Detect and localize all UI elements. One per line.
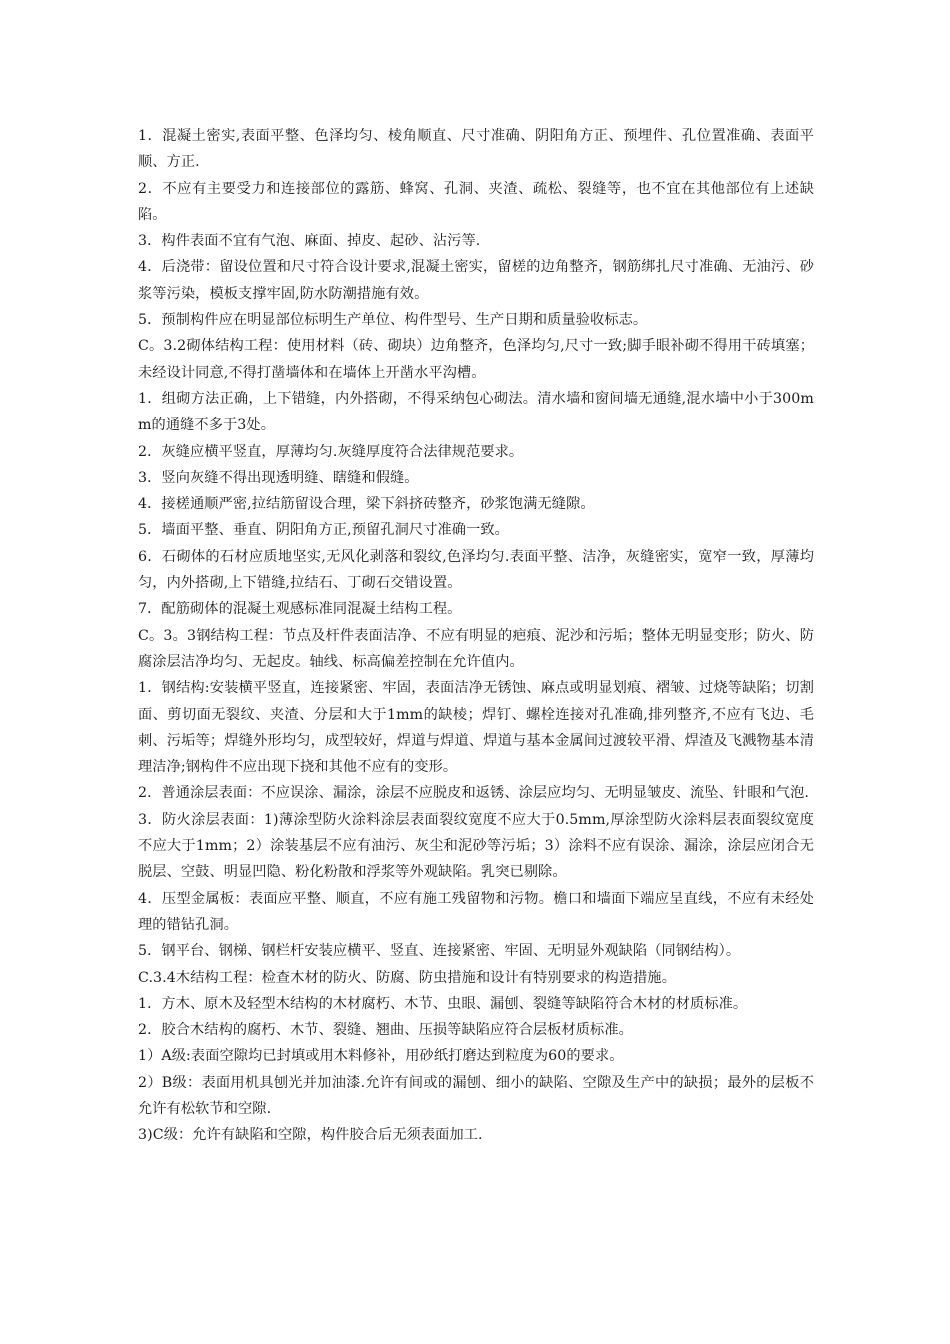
paragraph: 3)C级：允许有缺陷和空隙，构件胶合后无须表面加工.	[138, 1127, 483, 1144]
paragraph: 2．灰缝应横平竖直，厚薄均匀.灰缝厚度符合法律规范要求。	[138, 443, 524, 460]
paragraph: 4．接槎通顺严密,拉结筋留设合理，梁下斜挤砖整齐，砂浆饱满无缝隙。	[138, 496, 595, 513]
paragraph: 4．压型金属板：表面应平整、顺直，不应有施工残留物和污物。檐口和墙面下端应呈直线，不应有未经处理的错钻孔洞。	[138, 890, 814, 933]
paragraph: 2）B级：表面用机具刨光并加油漆.允许有间或的漏刨、细小的缺陷、空隙及生产中的缺损；最外的层板不允许有松软节和空隙.	[138, 1074, 814, 1117]
paragraph: 4．后浇带：留设位置和尺寸符合设计要求,混凝土密实，留槎的边角整齐，钢筋绑扎尺寸准确、无油污、砂浆等污染，模板支撑牢固,防水防潮措施有效。	[138, 259, 814, 302]
document-page	[138, 123, 814, 1149]
paragraph: 5．钢平台、钢梯、钢栏杆安装应横平、竖直、连接紧密、牢固、无明显外观缺陷（同钢结构）。	[138, 943, 741, 960]
paragraph: 5．墙面平整、垂直、阴阳角方正,预留孔洞尺寸准确一致。	[138, 522, 509, 539]
section-heading: C。3。3钢结构工程：节点及杆件表面洁净、不应有明显的疤痕、泥沙和污垢；整体无明显变形；防火、防腐涂层洁净均匀、无起皮。轴线、标高偏差控制在允许值内。	[138, 627, 814, 670]
paragraph: 2．不应有主要受力和连接部位的露筋、蜂窝、孔洞、夹渣、疏松、裂缝等，也不宜在其他部位有上述缺陷。	[138, 180, 814, 223]
paragraph: 5．预制构件应在明显部位标明生产单位、构件型号、生产日期和质量验收标志。	[138, 312, 648, 329]
paragraph: 2．胶合木结构的腐朽、木节、裂缝、翘曲、压损等缺陷应符合层板材质标准。	[138, 1022, 633, 1039]
paragraph: 3．竖向灰缝不得出现透明缝、瞎缝和假缝。	[138, 469, 419, 486]
paragraph: 1．混凝土密实,表面平整、色泽均匀、棱角顺直、尺寸准确、阴阳角方正、预埋件、孔位置准确、表面平顺、方正.	[138, 128, 814, 171]
paragraph: 3．构件表面不宜有气泡、麻面、掉皮、起砂、沾污等.	[138, 233, 481, 250]
section-heading: C.3.4木结构工程：检查木材的防火、防腐、防虫措施和设计有特别要求的构造措施。	[138, 969, 676, 986]
paragraph: 2．普通涂层表面：不应误涂、漏涂，涂层不应脱皮和返锈、涂层应均匀、无明显皱皮、流坠、针眼和气泡.	[138, 785, 809, 802]
paragraph: 1）A级:表面空隙均已封填或用木料修补，用砂纸打磨达到粒度为60的要求。	[138, 1048, 624, 1065]
paragraph: 1．方木、原木及轻型木结构的木材腐朽、木节、虫眼、漏刨、裂缝等缺陷符合木材的材质标准。	[138, 995, 748, 1012]
paragraph: 1．钢结构:安装横平竖直，连接紧密、牢固，表面洁净无锈蚀、麻点或明显划痕、褶皱、过烧等缺陷；切割面、剪切面无裂纹、夹渣、分层和大于1mm的缺棱；焊钉、螺栓连接对孔准确,排列整齐,不应有飞边、毛刺、污垢等；焊缝外形均匀，成型较好，焊道与焊道、焊道与基本金属间过渡较平滑、焊渣及飞溅物基本清理洁净;钢构件不应出现下挠和其他不应有的变形。	[138, 680, 814, 776]
paragraph: 3．防火涂层表面：1)薄涂型防火涂料涂层表面裂纹宽度不应大于0.5mm,厚涂型防火涂料层表面裂纹宽度不应大于1mm；2）涂装基层不应有油污、灰尘和泥砂等污垢；3）涂料不应有误涂、漏涂，涂层应闭合无脱层、空鼓、明显凹隐、粉化粉散和浮浆等外观缺陷。乳突已剔除。	[138, 811, 814, 881]
section-heading: C。3.2砌体结构工程：使用材料（砖、砌块）边角整齐，色泽均匀,尺寸一致;脚手眼补砌不得用干砖填塞；未经设计同意,不得打凿墙体和在墙体上开凿水平沟槽。	[138, 338, 814, 381]
paragraph: 1．组砌方法正确，上下错缝，内外搭砌，不得采纳包心砌法。清水墙和窗间墙无通缝,混水墙中小于300mm的通缝不多于3处。	[138, 390, 814, 434]
paragraph: 7．配筋砌体的混凝土观感标准同混凝土结构工程。	[138, 601, 462, 618]
paragraph: 6．石砌体的石材应质地坚实,无风化剥落和裂纹,色泽均匀.表面平整、洁净，灰缝密实，宽窄一致，厚薄均匀，内外搭砌,上下错缝,拉结石、丁砌石交错设置。	[138, 548, 814, 592]
